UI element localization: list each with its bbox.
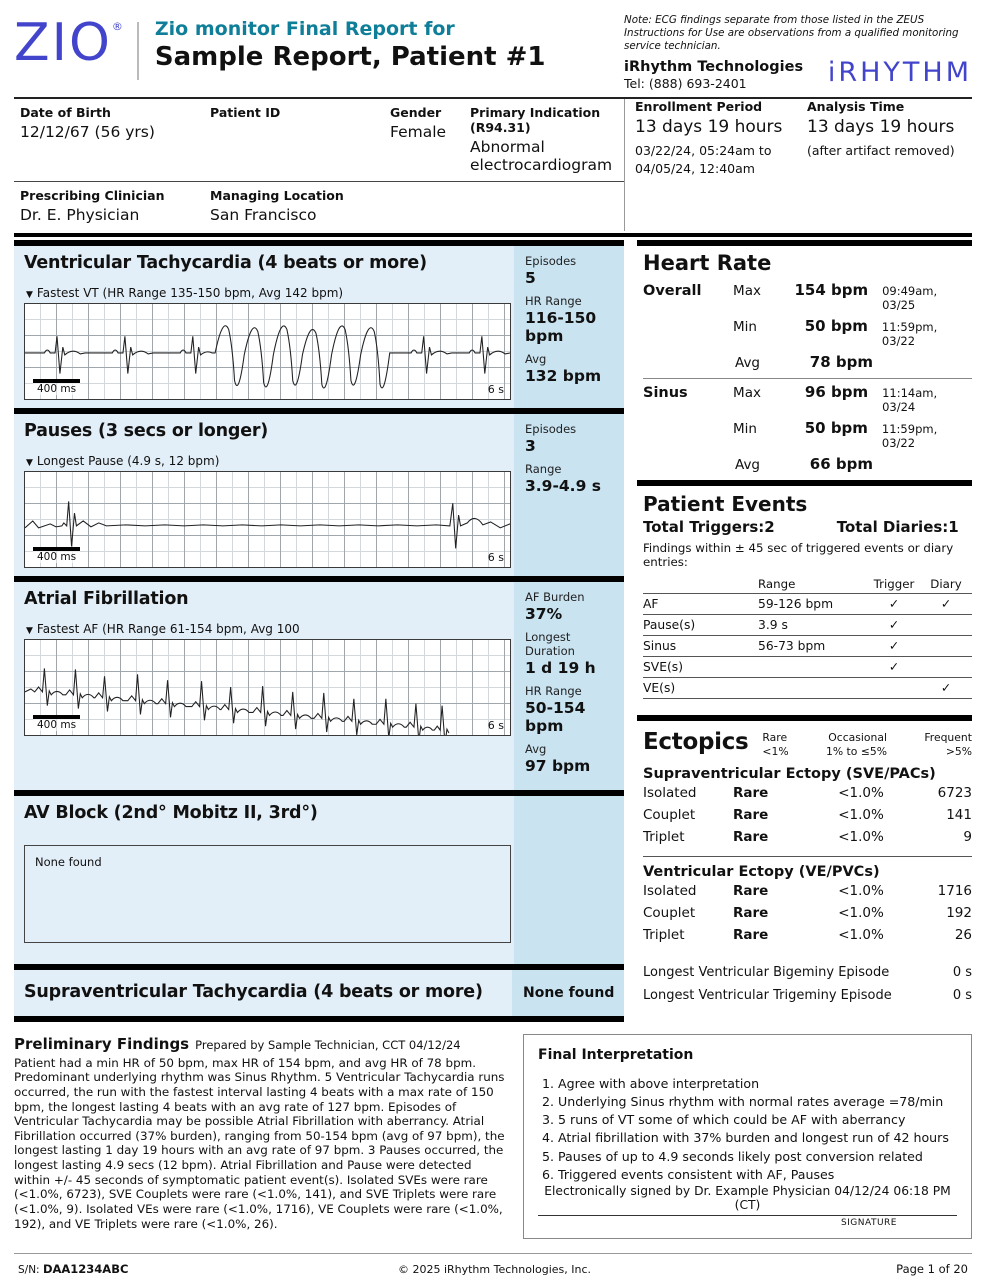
svt-stats — [512, 970, 624, 1016]
pauses-section — [14, 414, 624, 576]
patient-events-panel — [637, 486, 972, 699]
stat-hr-range: HR Range 50-154 bpm — [525, 683, 586, 735]
af-main — [14, 582, 514, 790]
bigeminy-row: Longest Ventricular Bigeminy Episode 0 s — [643, 964, 972, 980]
header-right — [624, 12, 972, 91]
duration-label: 6 s — [487, 718, 504, 732]
stat-episodes: Episodes 5 — [525, 253, 577, 287]
table-row: Sinus 56-73 bpm ✓ — [643, 635, 972, 656]
expand-marker-icon: ▼ — [26, 625, 33, 636]
legend-rare: Rare <1% — [762, 730, 789, 758]
enrollment-dates — [635, 142, 807, 180]
sve-row: Triplet Rare <1.0% 9 — [643, 828, 972, 845]
heart-rate-title: Heart Rate — [643, 250, 772, 275]
summary-column — [637, 240, 972, 1022]
final-interpretation-title: Final Interpretation — [538, 1046, 694, 1063]
page-number: Page 1 of 20 — [896, 1262, 968, 1277]
af-ecg-strip — [24, 639, 511, 736]
trigger-check: ✓ — [868, 614, 920, 635]
enrollment-field — [635, 99, 807, 231]
avblock-none-text: None found — [35, 854, 102, 869]
diary-check — [920, 656, 972, 677]
list-item: 1. Agree with above interpretation — [558, 1075, 957, 1093]
af-stats — [514, 582, 624, 790]
scale-marker: 400 ms — [33, 379, 80, 395]
indication-field — [470, 105, 624, 174]
serial-number: S/N: DAA1234ABC — [18, 1262, 129, 1277]
ectopics-legend — [748, 729, 972, 759]
signature-block — [538, 1184, 957, 1228]
patient-id-label: Patient ID — [210, 104, 281, 120]
duration-label: 6 s — [487, 382, 504, 396]
diary-check: ✓ — [920, 593, 972, 614]
stat-longest-duration: Longest Duration 1 d 19 h — [525, 629, 596, 677]
svt-none-found: None found — [523, 984, 615, 1001]
pauses-ecg-trace — [25, 472, 510, 567]
arrhythmia-column — [14, 240, 624, 1022]
legend-frequent: Frequent >5% — [924, 730, 972, 758]
analysis-label: Analysis Time — [807, 98, 905, 114]
location-field — [210, 188, 390, 224]
trigger-check: ✓ — [868, 593, 920, 614]
ecg-note: Note: ECG findings separate from those listed in the ZEUS Instructions for Use are observations from a qualified monitoring service technician. — [624, 14, 959, 52]
list-item: 3. 5 runs of VT some of which could be AF with aberrancy — [558, 1111, 957, 1129]
indication-label: Primary Indication (R94.31) — [470, 104, 601, 135]
page-footer — [14, 1253, 972, 1282]
table-row: AF 59-126 bpm ✓ ✓ — [643, 593, 972, 614]
ve-section-title: Ventricular Ectopy (VE/PVCs) — [643, 863, 880, 880]
avblock-main — [14, 796, 514, 964]
preliminary-findings — [14, 1034, 511, 1240]
analysis-field — [807, 99, 955, 231]
stat-avg: Avg 97 bpm — [525, 741, 591, 775]
trigger-check — [868, 677, 920, 698]
info-rule — [14, 233, 972, 237]
registered-mark: ® — [111, 20, 123, 33]
heart-rate-overall — [643, 277, 972, 378]
indication-value: Abnormal electrocardiogram — [470, 137, 613, 174]
ectopics-header — [643, 729, 972, 759]
stat-avg: Avg 132 bpm — [525, 351, 602, 385]
ve-row: Couplet Rare <1.0% 192 — [643, 904, 972, 921]
patient-info-row-2 — [14, 181, 624, 231]
stat-af-burden: AF Burden 37% — [525, 589, 585, 623]
zio-logo-text: ZIO — [14, 13, 112, 73]
title-block — [155, 12, 546, 72]
pauses-ecg-strip — [24, 471, 511, 568]
ectopics-divider — [643, 856, 972, 857]
trigger-check: ✓ — [868, 656, 920, 677]
vt-title: Ventricular Tachycardia (4 beats or more) — [24, 252, 427, 273]
final-interpretation-list — [542, 1075, 957, 1185]
analysis-value: 13 days 19 hours — [807, 116, 955, 137]
prepared-by: Prepared by Sample Technician, CCT 04/12/24 — [195, 1037, 461, 1052]
final-interpretation-box — [523, 1034, 972, 1240]
company-row — [624, 56, 972, 91]
section-bar — [14, 1016, 624, 1022]
scale-marker: 400 ms — [33, 715, 80, 731]
ectopics-panel — [637, 721, 972, 1006]
hr-row: Min 50 bpm 11:59pm, 03/22 — [732, 419, 938, 451]
pauses-title: Pauses (3 secs or longer) — [24, 420, 269, 441]
patient-info-row-1 — [14, 99, 624, 181]
af-strip-label — [26, 622, 511, 636]
trigeminy-row: Longest Ventricular Trigeminy Episode 0 s — [643, 987, 972, 1003]
signature-label: SIGNATURE — [840, 1218, 897, 1229]
patient-events-note: Findings within ± 45 sec of triggered events or diary entries: — [643, 540, 954, 569]
location-value: San Francisco — [210, 205, 317, 224]
sve-row: Isolated Rare <1.0% 6723 — [643, 784, 972, 801]
stat-range: Range 3.9-4.9 s — [525, 461, 601, 495]
trigger-check: ✓ — [868, 635, 920, 656]
ve-row: Triplet Rare <1.0% 26 — [643, 926, 972, 943]
company-name: iRhythm Technologies — [624, 58, 804, 75]
ectopics-title: Ectopics — [643, 728, 749, 755]
svt-main — [14, 970, 512, 1016]
avblock-stats — [514, 796, 624, 964]
af-strip-label-text: Fastest AF (HR Range 61-154 bpm, Avg 100 — [36, 621, 300, 636]
report-subtitle: Zio monitor Final Report for — [154, 18, 455, 40]
vt-ecg-trace — [25, 304, 510, 399]
clinician-value: Dr. E. Physician — [20, 205, 140, 224]
clinician-field — [20, 188, 210, 224]
company-block — [624, 59, 803, 91]
table-row: SVE(s) ✓ — [643, 656, 972, 677]
vt-strip-label-text: Fastest VT (HR Range 135-150 bpm, Avg 142 bpm) — [36, 285, 344, 300]
list-item: 5. Pauses of up to 4.9 seconds likely post conversion related — [558, 1148, 957, 1166]
ve-row: Isolated Rare <1.0% 1716 — [643, 882, 972, 899]
gender-label: Gender — [390, 104, 442, 120]
dob-label: Date of Birth — [20, 104, 111, 120]
bottom-area — [14, 1034, 972, 1240]
avblock-title: AV Block (2nd° Mobitz II, 3rd°) — [24, 802, 318, 823]
vt-main — [14, 246, 514, 408]
heart-rate-panel — [637, 246, 972, 480]
expand-marker-icon: ▼ — [26, 457, 33, 468]
vt-ecg-strip — [24, 303, 511, 400]
enrollment-start: 03/22/24, 05:24am to — [635, 142, 772, 158]
location-label: Managing Location — [210, 187, 344, 203]
enrollment-analysis — [624, 99, 972, 231]
total-diaries: Total Diaries:1 — [836, 517, 959, 536]
preliminary-body: Patient had a min HR of 50 bpm, max HR of 154 bpm, and avg HR of 78 bpm. Predominant underlying rhythm was Sinus Rhythm. 5 Ventricular Tachycardia runs occurred, the run with the fastest interval lasting 4 beats with a max rate of 150 bpm, the longest lasting 4 beats with an avg rate of 127 bpm. Episodes of Ventricular Tachycardia may be possible Atrial Fibrillation with aberrancy. Atrial Fibrillation occurred (37% burden), ranging from 50-154 bpm (avg of 97 bpm), the longest lasting 1 day 19 hours with an avg rate of 97 bpm. 3 Pauses occurred, the longest lasting 4.9 secs (12 bpm). Atrial Fibrillation and Pause were detected within +/- 45 seconds of symptomatic patient event(s). Isolated SVEs were rare (<1.0%, 6723), SVE Couplets were rare (<1.0%, 141), and SVE Triplets were rare (<1.0%, 9). Isolated VEs were rare (<1.0%, 1716), VE Couplets were rare (<1.0%, 192), and VE Triplets were rare (<1.0%, 26). — [14, 1055, 505, 1231]
af-section — [14, 582, 624, 790]
avblock-none-box — [24, 845, 511, 943]
duration-label: 6 s — [487, 550, 504, 564]
list-item: 4. Atrial fibrillation with 37% burden and longest run of 42 hours — [558, 1129, 957, 1147]
af-title: Atrial Fibrillation — [24, 588, 189, 609]
logo-divider — [137, 22, 139, 80]
expand-marker-icon: ▼ — [26, 289, 33, 300]
hr-row: Overall Max 154 bpm 09:49am, 03/25 — [643, 281, 938, 313]
patient-events-totals — [643, 518, 972, 536]
hr-row: Avg 78 bpm — [735, 353, 873, 372]
patient-events-table — [643, 575, 972, 699]
stat-hr-range: HR Range 116-150 bpm — [525, 293, 597, 345]
enrollment-label: Enrollment Period — [635, 98, 763, 114]
pauses-strip-label — [26, 454, 511, 468]
pauses-stats — [514, 414, 624, 576]
list-item: 2. Underlying Sinus rhythm with normal rates average =78/min — [558, 1093, 957, 1111]
col-trigger: Trigger — [868, 575, 920, 594]
clinician-label: Prescribing Clinician — [20, 187, 165, 203]
svt-section — [14, 970, 624, 1016]
diary-check — [920, 635, 972, 656]
dob-value: 12/12/67 (56 yrs) — [20, 122, 155, 141]
scale-marker: 400 ms — [33, 547, 80, 563]
col-diary: Diary — [920, 575, 972, 594]
signed-line: Electronically signed by Dr. Example Physician 04/12/24 06:18 PM (CT) — [538, 1184, 957, 1216]
hr-row: Avg 66 bpm — [735, 455, 873, 474]
company-tel: Tel: (888) 693-2401 — [624, 75, 747, 91]
hr-row: Min 50 bpm 11:59pm, 03/22 — [732, 317, 938, 349]
main-content — [14, 240, 972, 1022]
patient-info — [14, 99, 972, 231]
pauses-main — [14, 414, 514, 576]
avblock-section — [14, 796, 624, 964]
enrollment-value: 13 days 19 hours — [635, 116, 783, 137]
dob-field — [20, 105, 210, 174]
patient-id-field — [210, 105, 390, 174]
diary-check — [920, 614, 972, 635]
legend-occasional: Occasional 1% to ≤5% — [825, 730, 887, 758]
sve-section-title: Supraventricular Ectopy (SVE/PACs) — [643, 765, 936, 782]
preliminary-title: Preliminary Findings — [14, 1034, 190, 1053]
analysis-note: (after artifact removed) — [807, 142, 955, 158]
gender-field — [390, 105, 470, 174]
diary-check: ✓ — [920, 677, 972, 698]
list-item: 6. Triggered events consistent with AF, Pauses — [558, 1166, 957, 1184]
vt-stats — [514, 246, 624, 408]
enrollment-end: 04/05/24, 12:40am — [635, 161, 755, 177]
pauses-strip-label-text: Longest Pause (4.9 s, 12 bpm) — [36, 453, 220, 468]
copyright: © 2025 iRhythm Technologies, Inc. — [397, 1262, 592, 1276]
heart-rate-sinus — [643, 378, 972, 480]
table-row: VE(s) ✓ — [643, 677, 972, 698]
hr-row: Sinus Max 96 bpm 11:14am, 03/24 — [643, 383, 938, 415]
irhythm-logo: iRHYTHM — [827, 56, 972, 88]
col-range: Range — [758, 575, 868, 594]
zio-logo — [14, 12, 155, 80]
report-header — [14, 12, 972, 91]
af-ecg-trace — [25, 640, 510, 735]
vt-section — [14, 246, 624, 408]
gender-value: Female — [390, 122, 447, 141]
total-triggers: Total Triggers:2 — [643, 517, 775, 536]
patient-info-left — [14, 99, 624, 231]
table-header-row — [643, 575, 972, 594]
stat-episodes: Episodes 3 — [525, 421, 577, 455]
vt-strip-label — [26, 286, 511, 300]
patient-events-title: Patient Events — [643, 491, 808, 516]
table-row: Pause(s) 3.9 s ✓ — [643, 614, 972, 635]
page-title: Sample Report, Patient #1 — [154, 42, 546, 72]
sve-row: Couplet Rare <1.0% 141 — [643, 806, 972, 823]
svt-title: Supraventricular Tachycardia (4 beats or more) — [24, 982, 483, 1003]
